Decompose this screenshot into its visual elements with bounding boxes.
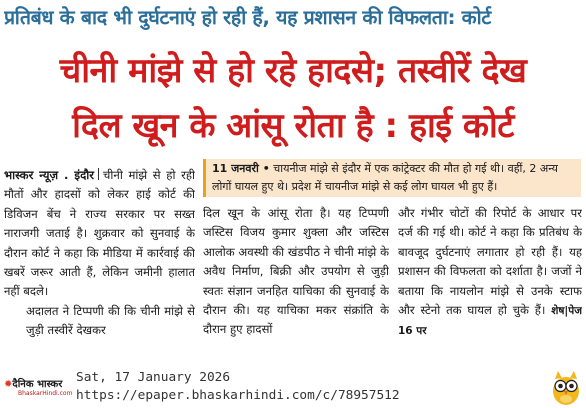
column-2-text: दिल खून के आंसू रोता है। यह टिप्पणी जस्टिस विजय कुमार शुक्ला और जस्टिस आलोक अवस्थी की खंडपीठ ने चीनी मांझे के अवैध निर्माण, बिक्री और उपयोग से जुड़ी स्वतः संज्ञान जनहित याचिका की सुनवाई के दौरान की। यह याचिका मकर संक्रांति के दौरान हुए हादसों	[203, 206, 389, 337]
logo-subtext: BhaskarHindi.com	[18, 390, 73, 397]
dateline-separator	[98, 168, 99, 180]
column-3-text: और गंभीर चोटों की रिपोर्ट के आधार पर दर्ज की गई थी। कोर्ट ने कहा कि प्रतिबंध के बावजूद दुर्घटनाएं लगातार हो रही हैं। यह प्रशासन की विफलता को दर्शाता है। जजों ने बताया कि नायलोन मांझे से उनके स्टाफ और स्टेनो तक घायल हो चुके हैं।	[398, 206, 582, 318]
edition-date: Sat, 17 January 2026	[76, 370, 231, 385]
article-column-2	[203, 204, 389, 364]
paragraph-2: अदालत ने टिप्पणी की कि चीनी मांझे से जुड़ी तस्वीरें देखकर	[26, 303, 195, 338]
continued-marker: शेष|पेज 16 पर	[398, 305, 582, 338]
dateline: भास्कर न्यूज़ . इंदौर	[4, 168, 95, 182]
highlight-box-text: चायनीज मांझे से इंदौर में एक कांट्रेक्टर की मौत हो गई थी। वहीं, 2 अन्य लोगों घायल हुए थे। प्रदेश में चायनीज मांझे से कई लोग घायल भी हुए हैं।	[212, 162, 558, 193]
sun-icon: ✹	[4, 379, 13, 390]
article-column-3	[398, 204, 582, 364]
owl-mascot-icon	[549, 370, 583, 406]
headline-line-2: दिल खून के आंसू रोता है : हाई कोर्ट	[72, 106, 514, 146]
article-column-1	[4, 166, 195, 360]
column-3-paragraph	[398, 204, 582, 342]
epaper-url[interactable]: https://epaper.bhaskarhindi.com/c/78957512	[76, 388, 400, 403]
intro-paragraph	[4, 166, 195, 302]
intro-text: चीनी मांझे से हो रही मौतों और हादसों को लेकर हाई कोर्ट की डिविजन बेंच ने राज्य सरकार पर सख्त नाराजगी जताई है। शुक्रवार को सुनवाई के दौरान कोर्ट ने कहा कि मीडिया में कार्रवाई की खबरें जरूर आती हैं, लेकिन जमीनी हालात नहीं बदले।	[4, 168, 195, 299]
highlight-box	[203, 159, 581, 197]
logo-text: ✹दैनिक भास्कर	[4, 379, 63, 390]
highlight-box-date: 11 जनवरी •	[212, 162, 270, 175]
article-kicker: प्रतिबंध के बाद भी दुर्घटनाएं हो रही हैं, यह प्रशासन की विफलता: कोर्ट	[4, 6, 491, 29]
bhaskar-sun-logo[interactable]	[4, 376, 73, 402]
footer-bar	[0, 366, 586, 408]
headline-line-1: चीनी मांझे से हो रहे हादसे; तस्वीरें देख	[59, 51, 527, 91]
